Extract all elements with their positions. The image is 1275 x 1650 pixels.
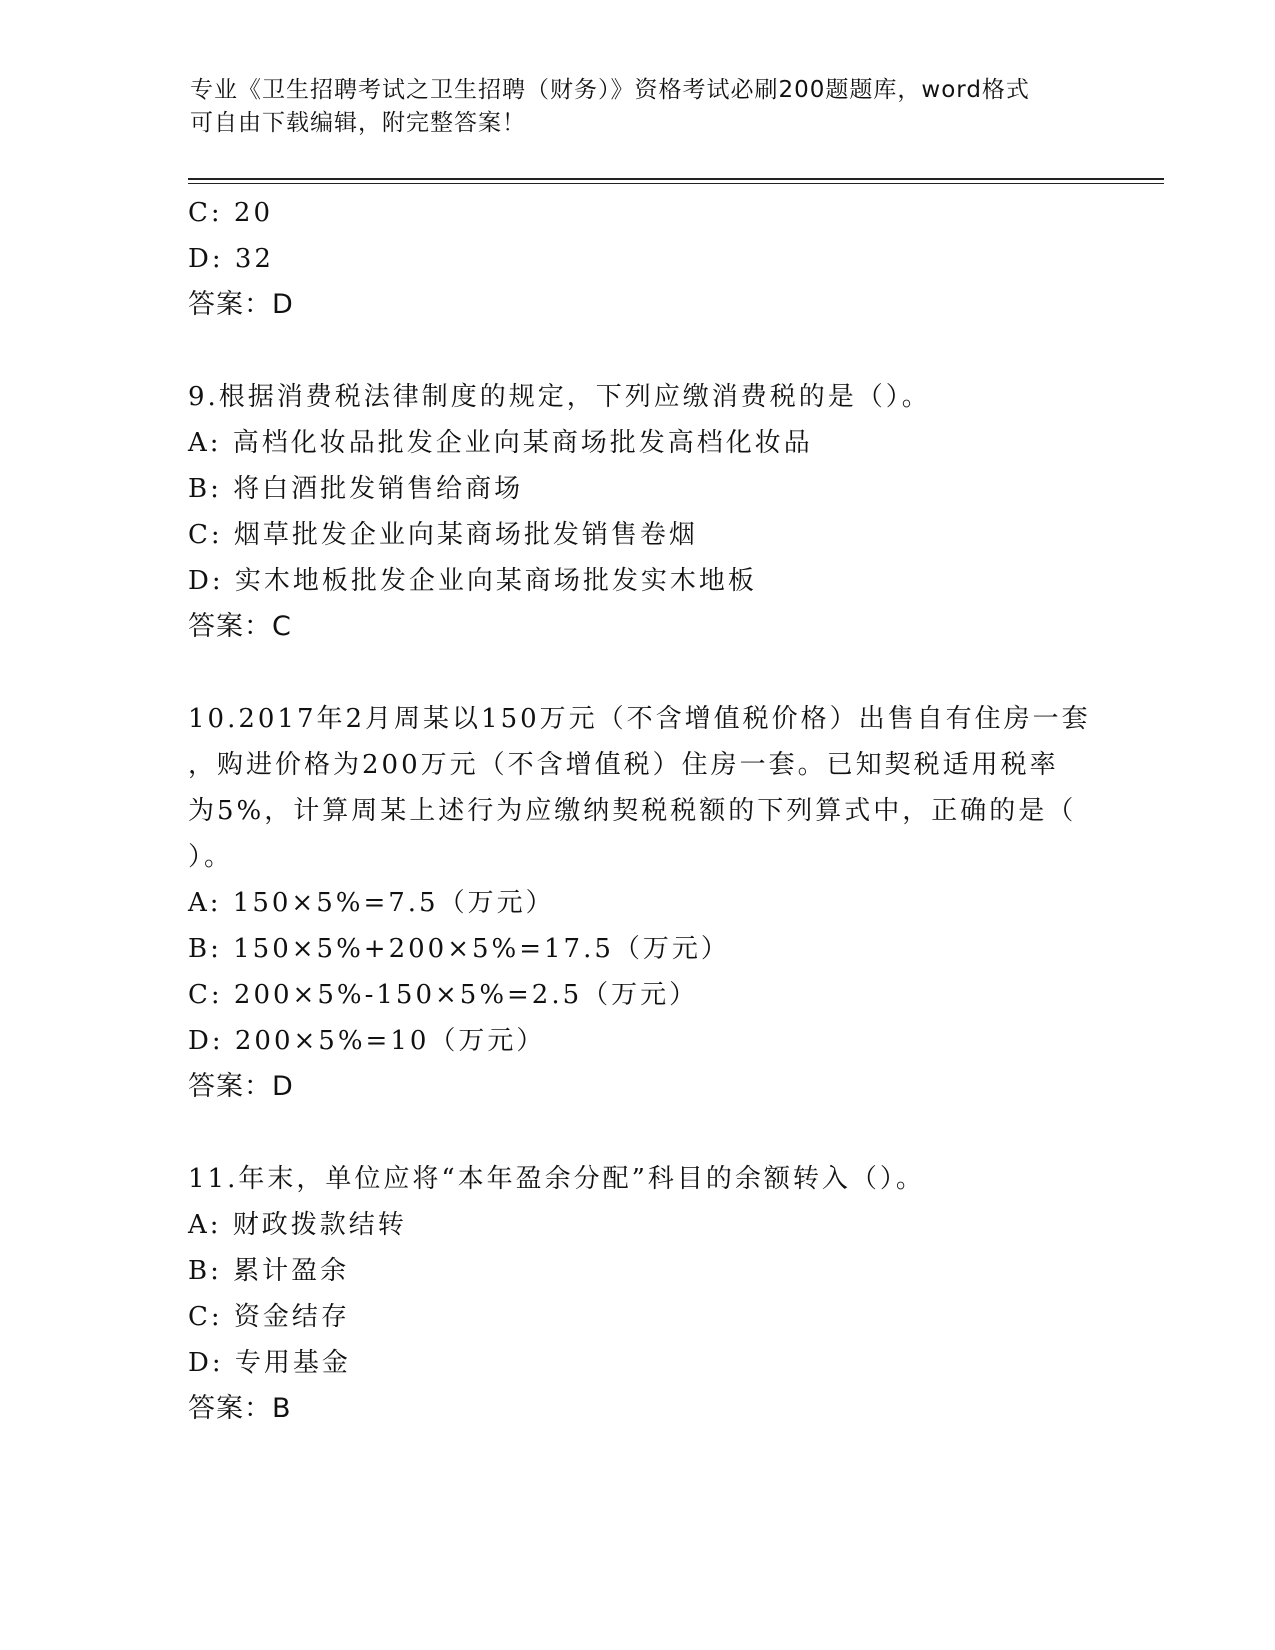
- question-8-fragment: [188, 190, 1088, 328]
- q9-option-d: D: 实木地板批发企业向某商场批发实木地板: [188, 566, 757, 596]
- header-divider-thick: [188, 178, 1164, 180]
- q11-option-b: B: 累计盈余: [188, 1256, 350, 1286]
- q10-stem-line-3: 为5%，计算周某上述行为应缴纳契税税额的下列算式中，正确的是（: [188, 796, 1077, 826]
- q9-stem: 9.根据消费税法律制度的规定，下列应缴消费税的是（）。: [188, 382, 931, 412]
- q10-option-b: B: 150×5%+200×5%=17.5（万元）: [188, 934, 730, 964]
- q11-option-d: D: 专用基金: [188, 1348, 351, 1378]
- q10-option-c: C: 200×5%-150×5%=2.5（万元）: [188, 980, 699, 1010]
- question-10: [188, 696, 1091, 1110]
- q10-option-d: D: 200×5%=10（万元）: [188, 1026, 546, 1056]
- q8-answer: 答案：D: [188, 289, 294, 320]
- q10-answer: 答案：D: [188, 1071, 294, 1102]
- document-header: [190, 74, 1090, 140]
- question-spacer: [188, 1110, 1088, 1156]
- header-title-line-2: 可自由下载编辑，附完整答案！: [190, 110, 526, 136]
- question-9: [188, 374, 1088, 650]
- q10-stem-line-2: ，购进价格为200万元（不含增值税）住房一套。已知契税适用税率: [188, 750, 1059, 780]
- question-spacer: [188, 328, 1088, 374]
- q9-option-b: B: 将白酒批发销售给商场: [188, 474, 524, 504]
- q11-answer: 答案：B: [188, 1393, 292, 1424]
- q10-stem-line-1: 10.2017年2月周某以150万元（不含增值税价格）出售自有住房一套: [188, 704, 1091, 734]
- q10-option-a: A: 150×5%=7.5（万元）: [188, 888, 555, 918]
- q9-option-a: A: 高档化妆品批发企业向某商场批发高档化妆品: [188, 428, 813, 458]
- q11-option-c: C: 资金结存: [188, 1302, 350, 1332]
- q11-option-a: A: 财政拨款结转: [188, 1210, 407, 1240]
- q9-answer: 答案：C: [188, 611, 292, 642]
- q9-option-c: C: 烟草批发企业向某商场批发销售卷烟: [188, 520, 698, 550]
- question-11: [188, 1156, 1088, 1432]
- header-title-line-1: 专业《卫生招聘考试之卫生招聘（财务）》资格考试必刷200题题库，word格式: [190, 77, 1030, 103]
- header-divider-thin: [188, 183, 1164, 184]
- q8-option-d: D: 32: [188, 244, 274, 274]
- question-list: [188, 190, 1091, 1432]
- q8-option-c: C: 20: [188, 198, 274, 228]
- q10-stem-line-4: ）。: [188, 842, 234, 872]
- q11-stem: 11.年末，单位应将“本年盈余分配”科目的余额转入（）。: [188, 1164, 925, 1194]
- question-spacer: [188, 650, 1088, 696]
